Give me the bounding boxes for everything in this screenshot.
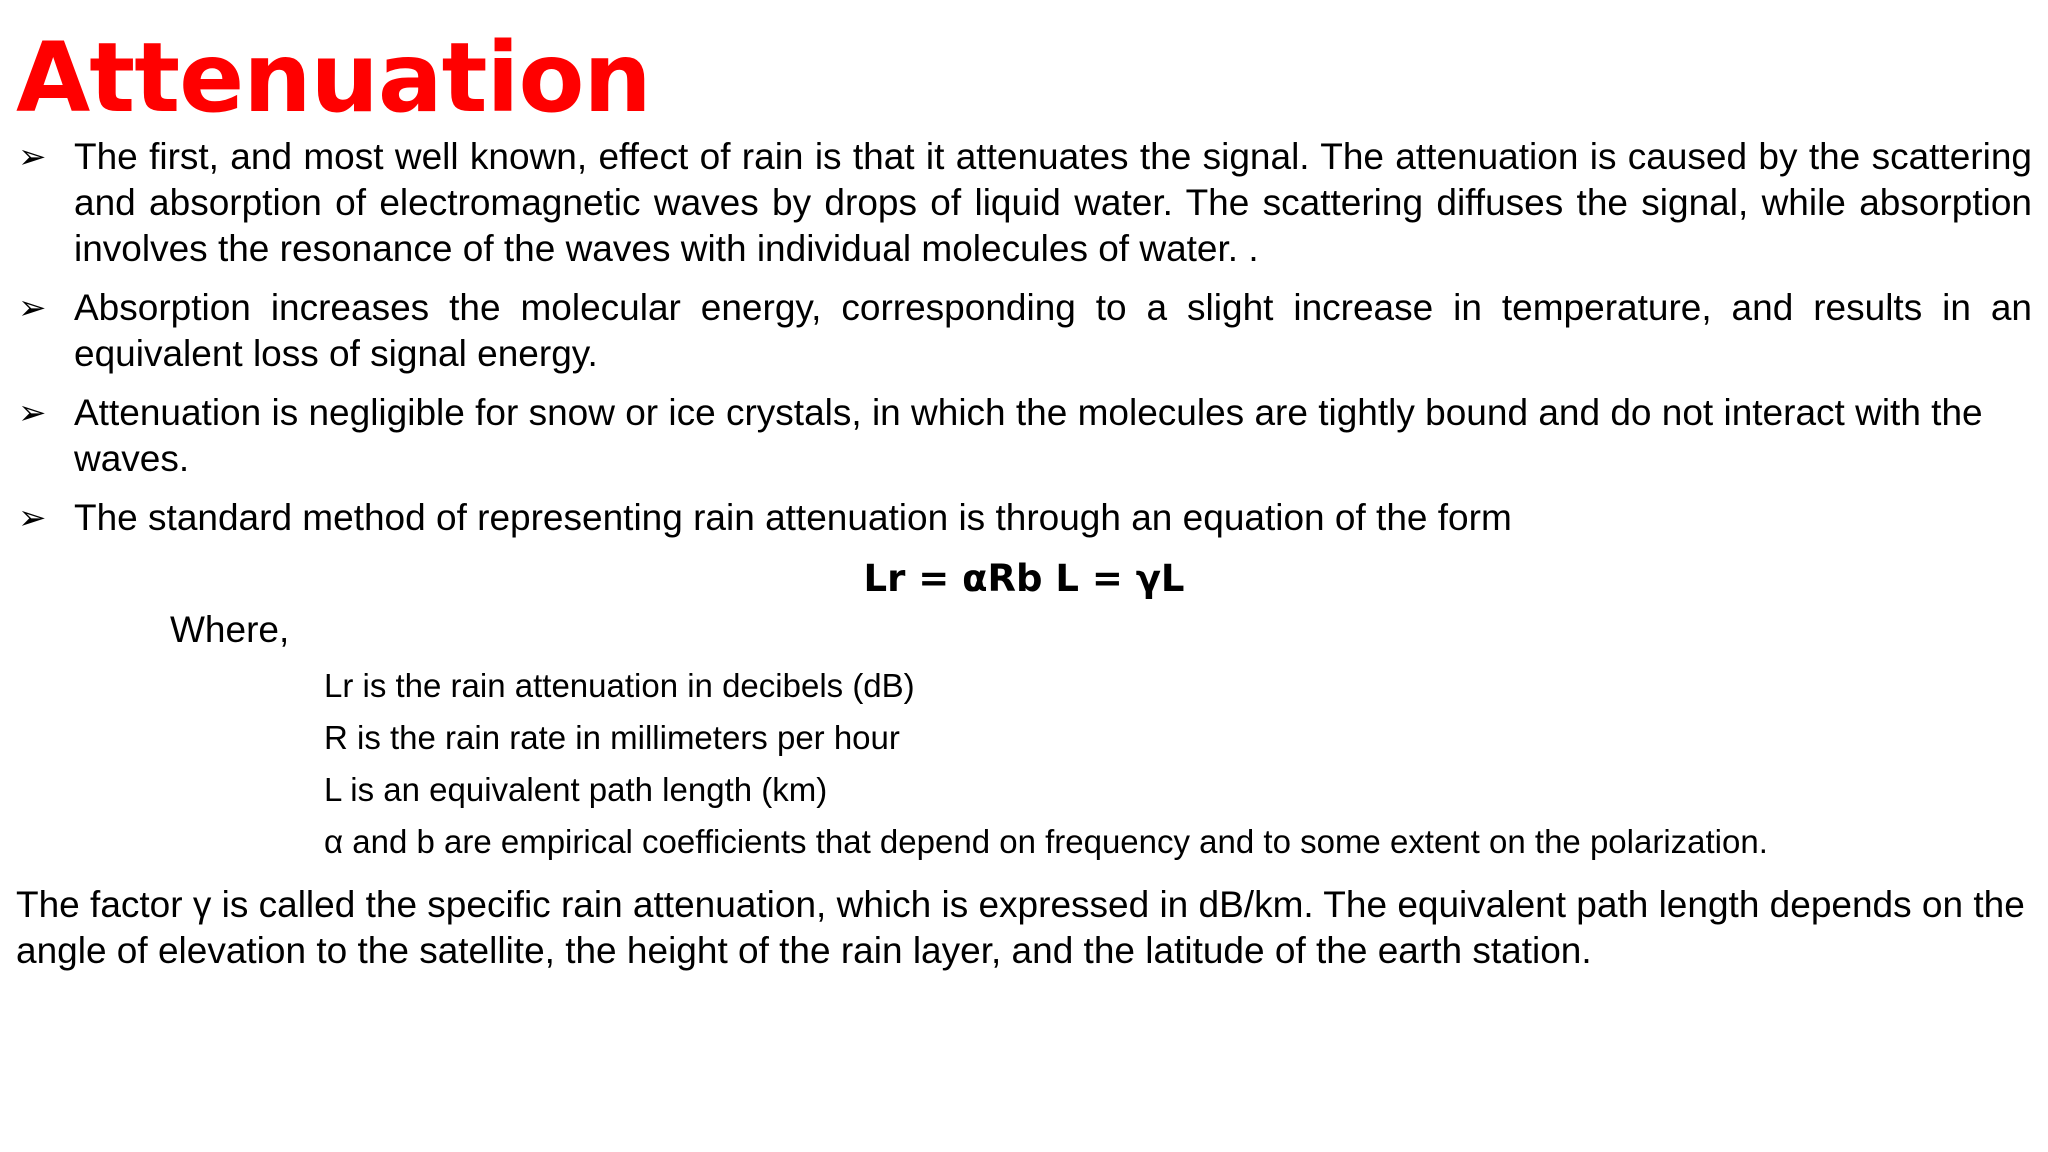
- where-label: Where,: [170, 609, 290, 650]
- rain-attenuation-equation: Lr = αRb L = γL: [863, 557, 1185, 600]
- definition-item: Lr is the rain attenuation in decibels (dB): [324, 667, 915, 704]
- arrowhead-bullet-icon: ➢: [18, 289, 47, 327]
- definition-item: R is the rain rate in millimeters per hour: [324, 719, 900, 756]
- bullet-item: [16, 134, 2032, 272]
- bullet-text: Absorption increases the molecular energy, corresponding to a slight increase in temperature, and results in an equivalent loss of signal energy.: [74, 287, 2032, 374]
- slide-title: Attenuation: [16, 22, 651, 134]
- bullet-text: The first, and most well known, effect of rain is that it attenuates the signal. The attenuation is caused by the scattering and absorption of electromagnetic waves by drops of liquid water. The scattering diffuses the signal, while absorption involves the resonance of the waves with individual molecules of water. .: [74, 136, 2032, 269]
- bullet-list: [16, 134, 2032, 541]
- bullet-item: [16, 495, 2032, 541]
- bullet-text: The standard method of representing rain attenuation is through an equation of the form: [74, 497, 1512, 538]
- definition-list: [16, 660, 2032, 868]
- bullet-item: [16, 285, 2032, 377]
- definition-item: L is an equivalent path length (km): [324, 771, 828, 808]
- definition-item: α and b are empirical coefficients that depend on frequency and to some extent on the polarization.: [324, 823, 1768, 860]
- bullet-item: [16, 390, 2032, 482]
- arrowhead-bullet-icon: ➢: [18, 138, 47, 176]
- arrowhead-bullet-icon: ➢: [18, 394, 47, 432]
- bullet-text: Attenuation is negligible for snow or ice crystals, in which the molecules are tightly bound and do not interact with the waves.: [74, 392, 1983, 479]
- arrowhead-bullet-icon: ➢: [18, 499, 47, 537]
- closing-paragraph: The factor γ is called the specific rain attenuation, which is expressed in dB/km. The equivalent path length depends on the angle of elevation to the satellite, the height of the rain layer, and the latitude of the earth station.: [16, 884, 2025, 971]
